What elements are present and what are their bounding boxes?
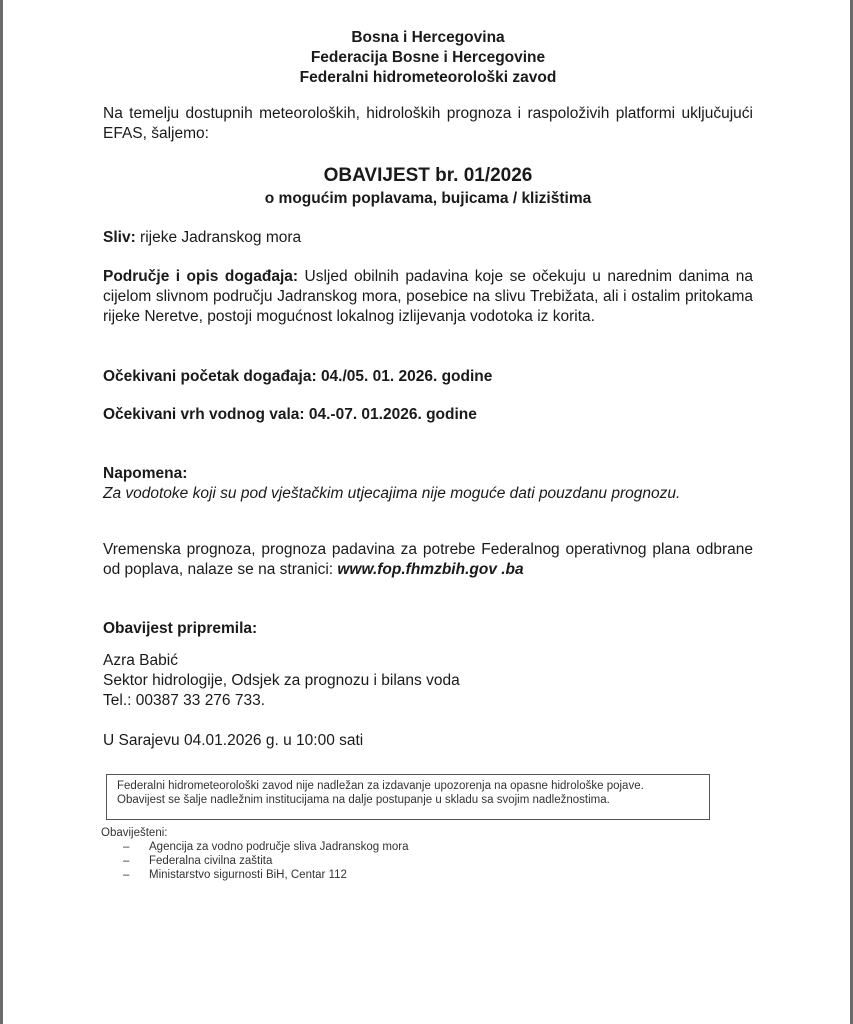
note-label: Napomena:: [103, 465, 188, 482]
basin-value: rijeke Jadranskog mora: [135, 229, 302, 246]
document-header: [103, 28, 753, 88]
page-edge-left: [0, 0, 3, 1024]
list-item: [101, 840, 409, 854]
prepared-phone: Tel.: 00387 33 276 733.: [103, 692, 266, 709]
forecast-paragraph: [103, 540, 753, 580]
intro-paragraph: Na temelju dostupnih meteoroloških, hidroloških prognoza i raspoloživih platformi uključujući EFAS, šaljemo:: [103, 105, 753, 142]
basin-label: Sliv:: [103, 229, 136, 246]
forecast-link[interactable]: www.fop.fhmzbih.gov .ba: [337, 561, 524, 578]
note-block: [103, 464, 753, 504]
notified-label: Obaviješteni:: [101, 827, 168, 839]
dash-bullet-icon: –: [123, 869, 130, 881]
prepared-label: Obavijest pripremila:: [103, 620, 258, 637]
notice-subtitle: o mogućim poplavama, bujicama / klizištima: [264, 190, 592, 207]
disclaimer-box: [106, 774, 710, 820]
forecast-text: Vremenska prognoza, prognoza padavina za potrebe Federalnog operativnog plana odbrane od poplava, nalaze se na stranici:: [103, 541, 753, 578]
prepared-details: [103, 651, 753, 711]
notified-item: Agencija za vodno područje sliva Jadranskog mora: [149, 841, 409, 853]
place-date: U Sarajevu 04.01.2026 g. u 10:00 sati: [103, 732, 364, 749]
notified-item: Federalna civilna zaštita: [149, 855, 273, 867]
notified-item: Ministarstvo sigurnosti BiH, Centar 112: [149, 869, 347, 881]
prepared-department: Sektor hidrologije, Odsjek za prognozu i bilans voda: [103, 672, 460, 689]
expected-start: Očekivani početak događaja: 04./05. 01. 2026. godine: [103, 368, 493, 385]
disclaimer-line-2: Obavijest se šalje nadležnim institucijama na dalje postupanje u skladu sa svojim nadležnostima.: [117, 794, 610, 806]
notice-title: OBAVIJEST br. 01/2026: [323, 165, 533, 186]
area-label: Područje i opis događaja:: [103, 268, 299, 285]
dash-bullet-icon: –: [123, 855, 130, 867]
header-institute: Federalni hidrometeorološki zavod: [299, 69, 557, 86]
title-block: [103, 164, 753, 210]
header-country: Bosna i Hercegovina: [351, 29, 505, 46]
disclaimer-line-1: Federalni hidrometeorološki zavod nije nadležan za izdavanje upozorenja na opasne hidrološke pojave.: [117, 780, 644, 792]
prepared-name: Azra Babić: [103, 652, 178, 669]
basin-line: [103, 228, 753, 248]
area-description: [103, 267, 753, 327]
list-item: [101, 854, 409, 868]
header-federation: Federacija Bosne i Hercegovine: [310, 49, 546, 66]
list-item: [101, 868, 409, 882]
note-text: Za vodotoke koji su pod vještačkim utjecajima nije moguće dati pouzdanu prognozu.: [103, 485, 681, 502]
dash-bullet-icon: –: [123, 841, 130, 853]
area-text: Usljed obilnih padavina koje se očekuju u narednim danima na cijelom slivnom području Jadranskog mora, posebice na slivu Trebižata, ali i ostalim pritokama rijeke Neretve, postoji mogućnost lokalnog izlijevanja vodotoka iz korita.: [103, 268, 753, 325]
notified-list: [101, 826, 409, 882]
expected-peak: Očekivani vrh vodnog vala: 04.-07. 01.2026. godine: [103, 406, 477, 423]
